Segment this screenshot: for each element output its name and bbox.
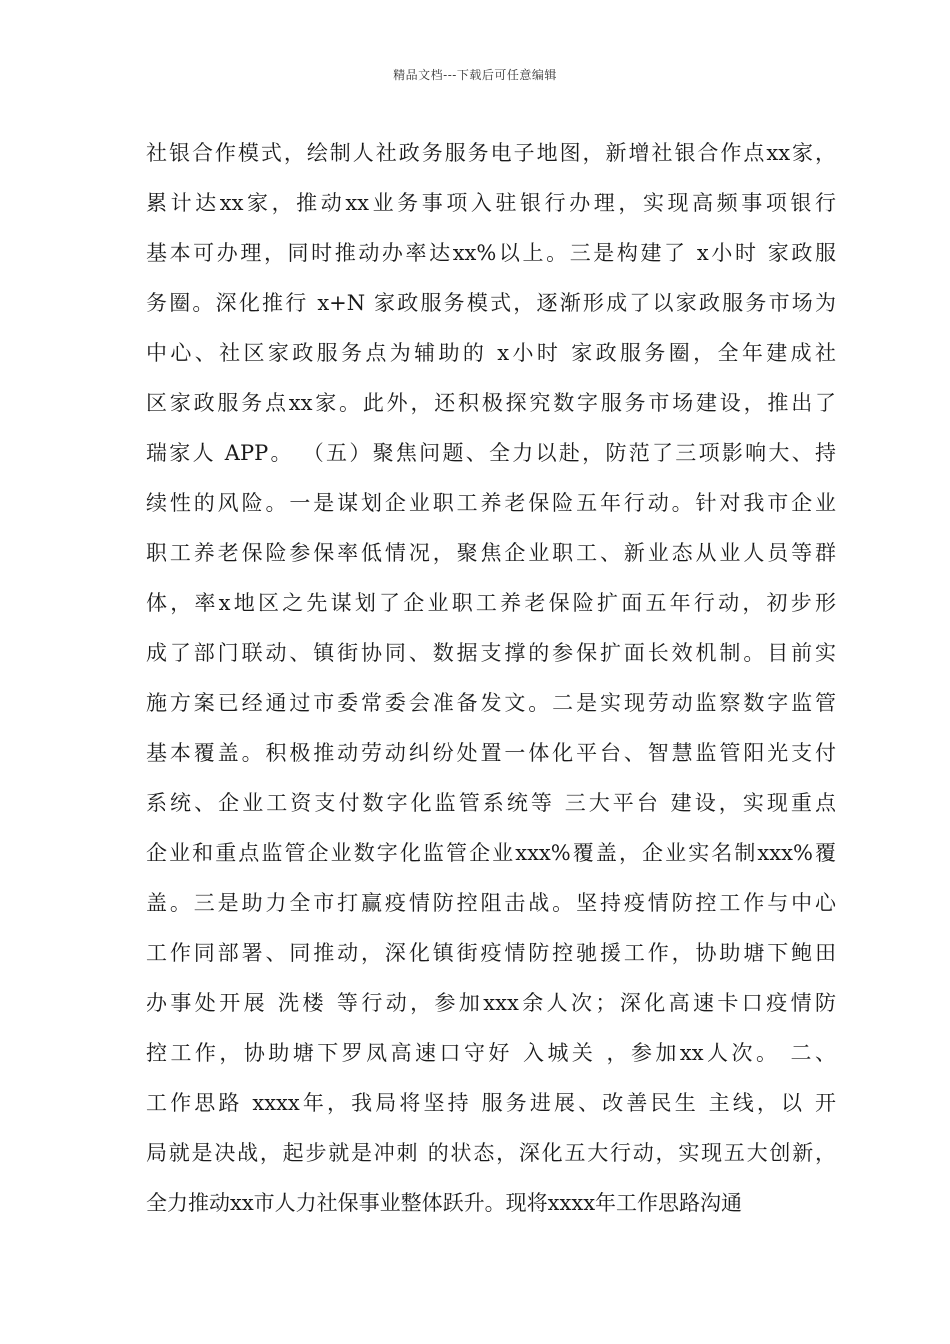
paragraph-line: 基本可办理，同时推动办率达xx%以上。三是构建了 x小时 家政服 — [146, 241, 836, 265]
document-body — [146, 128, 836, 1228]
paragraph-line: 全力推动xx市人力社保事业整体跃升。现将xxxx年工作思路沟通 — [146, 1191, 743, 1215]
paragraph-line: 控工作，协助塘下罗凤高速口守好 入城关 ，参加xx人次。 二、 — [146, 1041, 836, 1065]
paragraph-line: 中心、社区家政服务点为辅助的 x小时 家政服务圈，全年建成社 — [146, 341, 836, 365]
paragraph-line: 社银合作模式，绘制人社政务服务电子地图，新增社银合作点xx家， — [146, 141, 836, 165]
paragraph-line: 成了部门联动、镇街协同、数据支撑的参保扩面长效机制。目前实 — [146, 641, 836, 665]
paragraph-line: 局就是决战，起步就是冲刺 的状态，深化五大行动，实现五大创新， — [146, 1141, 836, 1165]
page-header: 精品文档---下载后可任意编辑 — [393, 68, 557, 82]
paragraph-line: 区家政服务点xx家。此外，还积极探究数字服务市场建设，推出了 — [146, 391, 836, 415]
paragraph-line: 盖。三是助力全市打赢疫情防控阻击战。坚持疫情防控工作与中心 — [146, 891, 836, 915]
paragraph-line: 系统、企业工资支付数字化监管系统等 三大平台 建设，实现重点 — [146, 791, 836, 815]
paragraph-line: 体，率x地区之先谋划了企业职工养老保险扩面五年行动，初步形 — [146, 591, 836, 615]
paragraph-line: 施方案已经通过市委常委会准备发文。二是实现劳动监察数字监管 — [146, 691, 836, 715]
paragraph-line: 瑞家人 APP。 （五）聚焦问题、全力以赴，防范了三项影响大、持 — [146, 441, 836, 465]
paragraph-line: 累计达xx家，推动xx业务事项入驻银行办理，实现高频事项银行 — [146, 191, 836, 215]
paragraph-line: 务圈。深化推行 x+N 家政服务模式，逐渐形成了以家政服务市场为 — [146, 291, 836, 315]
paragraph-line: 工作思路 xxxx年，我局将坚持 服务进展、改善民生 主线，以 开 — [146, 1091, 836, 1115]
paragraph-line: 工作同部署、同推动，深化镇街疫情防控驰援工作，协助塘下鲍田 — [146, 941, 836, 965]
paragraph-line: 基本覆盖。积极推动劳动纠纷处置一体化平台、智慧监管阳光支付 — [146, 741, 836, 765]
paragraph-line: 职工养老保险参保率低情况，聚焦企业职工、新业态从业人员等群 — [146, 541, 836, 565]
paragraph-line: 企业和重点监管企业数字化监管企业xxx%覆盖，企业实名制xxx%覆 — [146, 841, 836, 865]
paragraph-line: 办事处开展 洗楼 等行动，参加xxx余人次；深化高速卡口疫情防 — [146, 991, 836, 1015]
paragraph-line: 续性的风险。一是谋划企业职工养老保险五年行动。针对我市企业 — [146, 491, 836, 515]
